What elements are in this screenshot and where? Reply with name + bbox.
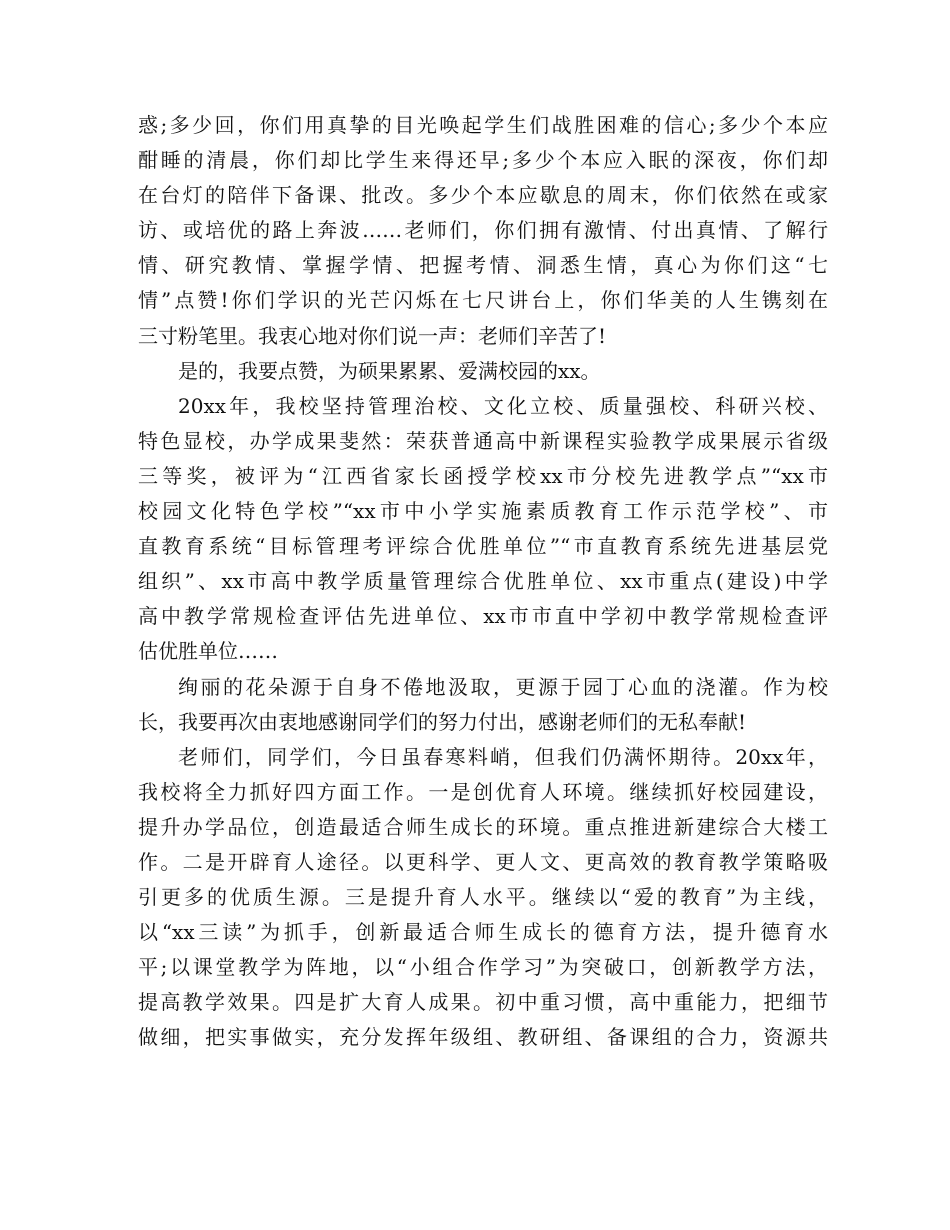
text-line: 作。二是开辟育人途径。以更科学、更人文、更高效的教育教学策略吸: [138, 849, 828, 874]
text-line: 引更多的优质生源。三是提升育人水平。继续以“爱的教育”为主线，: [138, 885, 828, 910]
text-line: 做细，把实事做实，充分发挥年级组、教研组、备课组的合力，资源共: [138, 1025, 828, 1050]
text-line: 直教育系统“目标管理考评综合优胜单位”“市直教育系统先进基层党: [138, 534, 828, 559]
text-line: 长，我要再次由衷地感谢同学们的努力付出，感谢老师们的无私奉献!: [138, 709, 747, 734]
paragraph-start-line: 是的，我要点赞，为硕果累累、爱满校园的xx。: [178, 358, 601, 383]
text-line: 高中教学常规检查评估先进单位、xx市市直中学初中教学常规检查评: [138, 604, 828, 629]
text-line: 以“xx三读”为抓手，创新最适合师生成长的德育方法，提升德育水: [138, 920, 828, 945]
text-line: 情、研究教情、掌握学情、把握考情、洞悉生情，真心为你们这“七: [138, 253, 828, 278]
text-line: 组织”、xx市高中教学质量管理综合优胜单位、xx市重点(建设)中学: [138, 569, 828, 594]
text-line: 情”点赞!你们学识的光芒闪烁在七尺讲台上，你们华美的人生镌刻在: [138, 288, 828, 313]
text-line: 在台灯的陪伴下备课、批改。多少个本应歇息的周末，你们依然在或家: [138, 183, 828, 208]
paragraph-start-line: 老师们，同学们，今日虽春寒料峭，但我们仍满怀期待。20xx年，: [178, 744, 828, 769]
paragraph-start-line: 20xx年，我校坚持管理治校、文化立校、质量强校、科研兴校、: [178, 393, 828, 418]
text-line: 我校将全力抓好四方面工作。一是创优育人环境。继续抓好校园建设，: [138, 779, 828, 804]
text-line: 提高教学效果。四是扩大育人成果。初中重习惯，高中重能力，把细节: [138, 990, 828, 1015]
text-line: 特色显校，办学成果斐然：荣获普通高中新课程实验教学成果展示省级: [138, 428, 828, 453]
text-line: 酣睡的清晨，你们却比学生来得还早;多少个本应入眠的深夜，你们却: [138, 148, 828, 173]
paragraph-start-line: 绚丽的花朵源于自身不倦地汲取，更源于园丁心血的浇灌。作为校: [178, 674, 828, 699]
text-line: 校园文化特色学校”“xx市中小学实施素质教育工作示范学校”、市: [138, 499, 828, 524]
body-text: [138, 108, 828, 1056]
text-line: 提升办学品位，创造最适合师生成长的环境。重点推进新建综合大楼工: [138, 814, 828, 839]
text-line: 三等奖，被评为“江西省家长函授学校xx市分校先进教学点”“xx市: [138, 463, 828, 488]
text-line: 估优胜单位……: [138, 639, 278, 664]
text-line: 访、或培优的路上奔波……老师们，你们拥有激情、付出真情、了解行: [138, 218, 828, 243]
text-line: 三寸粉笔里。我衷心地对你们说一声：老师们辛苦了!: [138, 323, 607, 348]
text-line: 惑;多少回，你们用真挚的目光唤起学生们战胜困难的信心;多少个本应: [138, 113, 828, 137]
text-line: 平;以课堂教学为阵地，以“小组合作学习”为突破口，创新教学方法，: [138, 955, 828, 980]
